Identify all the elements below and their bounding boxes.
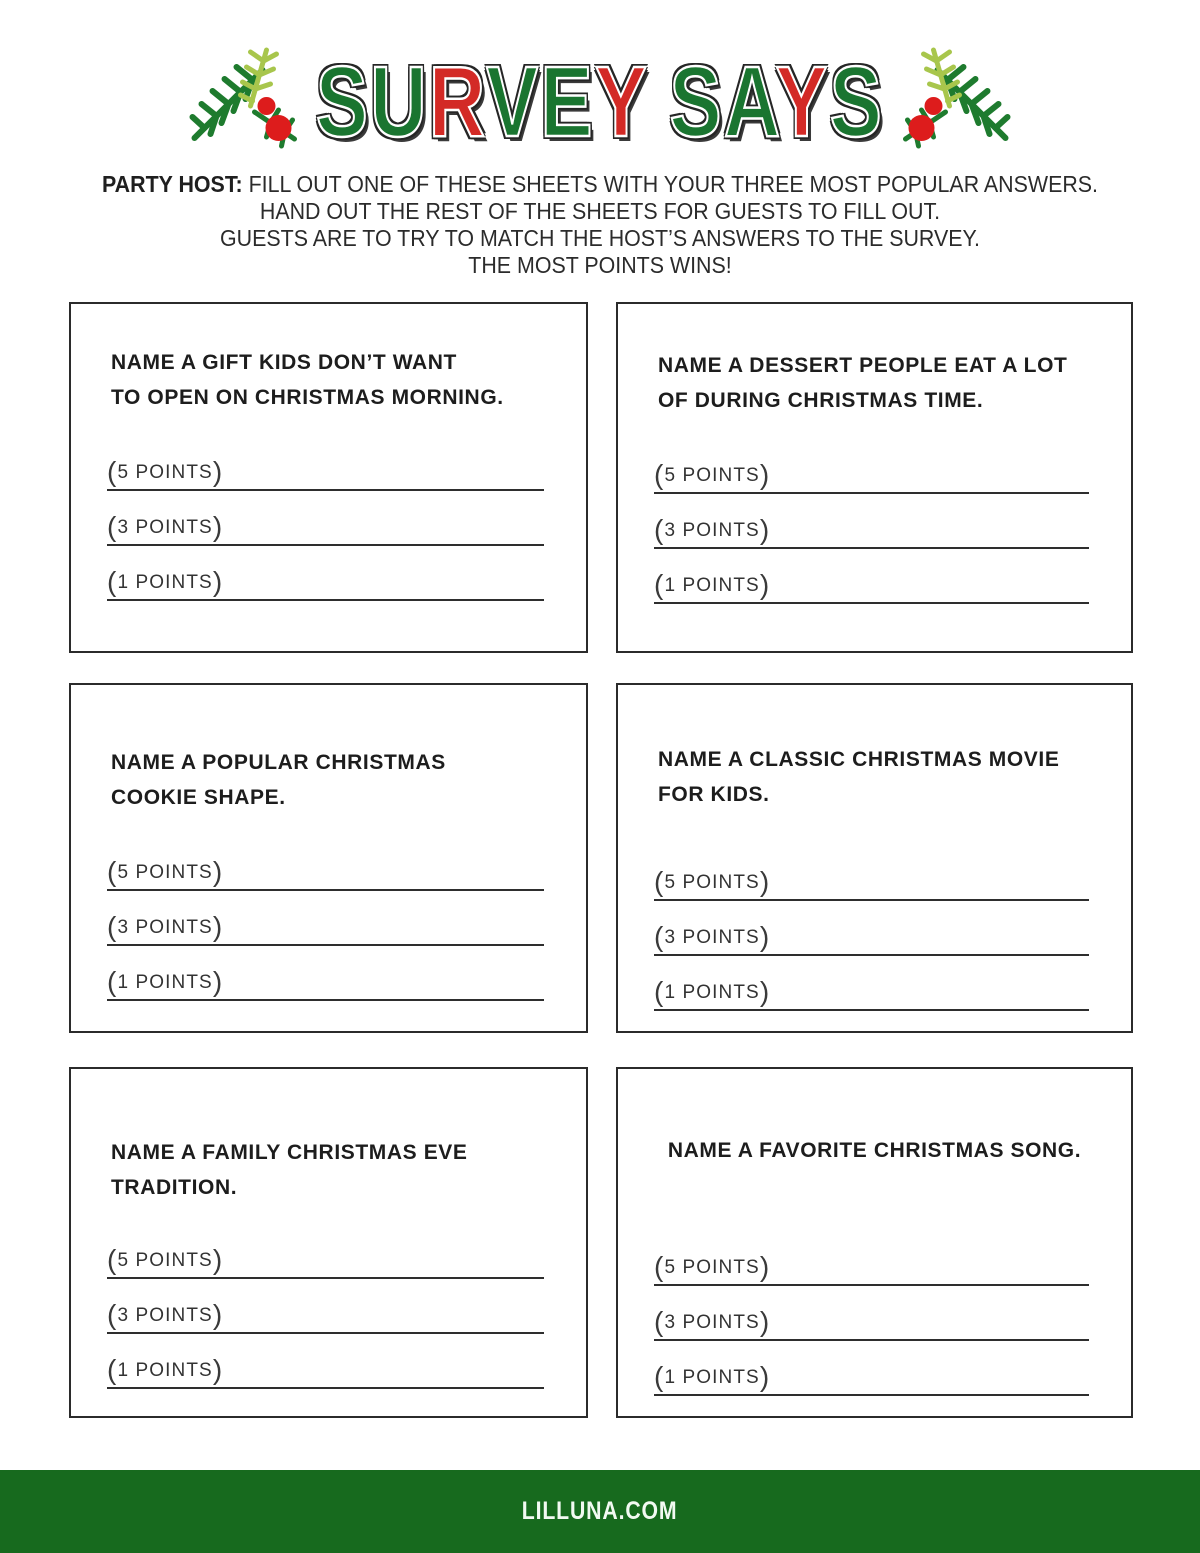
paren-open: ( bbox=[107, 1244, 118, 1275]
survey-card bbox=[616, 302, 1133, 653]
paren-open: ( bbox=[107, 511, 118, 542]
points-text: 1 POINTS bbox=[664, 982, 760, 1003]
site-label: LILLUNA.COM bbox=[522, 1497, 678, 1525]
paren-close: ) bbox=[759, 459, 771, 490]
points-text: 1 POINTS bbox=[664, 1367, 760, 1388]
title-letter: A bbox=[723, 46, 776, 158]
points-label bbox=[107, 455, 223, 489]
survey-card bbox=[69, 302, 588, 653]
paren-close: ) bbox=[212, 456, 224, 487]
survey-question bbox=[111, 745, 560, 815]
answer-slots bbox=[654, 439, 1089, 604]
paren-open: ( bbox=[654, 976, 665, 1007]
points-label bbox=[107, 1353, 223, 1387]
answer-slots bbox=[107, 1224, 544, 1389]
paren-open: ( bbox=[654, 1306, 665, 1337]
points-text: 5 POINTS bbox=[664, 872, 760, 893]
points-text: 5 POINTS bbox=[117, 862, 213, 883]
paren-open: ( bbox=[654, 569, 665, 600]
question-line: TRADITION. bbox=[111, 1176, 238, 1199]
paren-open: ( bbox=[107, 1354, 118, 1385]
answer-slot[interactable] bbox=[654, 549, 1089, 604]
title-letter: R bbox=[428, 46, 487, 158]
points-text: 1 POINTS bbox=[117, 972, 213, 993]
answer-slot[interactable] bbox=[107, 1279, 544, 1334]
points-label bbox=[654, 975, 770, 1009]
points-label bbox=[107, 855, 223, 889]
points-label bbox=[654, 1360, 770, 1394]
points-text: 5 POINTS bbox=[664, 465, 760, 486]
answer-slot[interactable] bbox=[654, 846, 1089, 901]
points-text: 3 POINTS bbox=[664, 927, 760, 948]
title-letter bbox=[649, 52, 669, 152]
survey-question bbox=[632, 1133, 1117, 1168]
paren-open: ( bbox=[107, 856, 118, 887]
points-text: 3 POINTS bbox=[664, 520, 760, 541]
title-letter: Y bbox=[775, 46, 830, 158]
answer-slot[interactable] bbox=[107, 836, 544, 891]
question-line: NAME A FAMILY CHRISTMAS EVE bbox=[111, 1141, 468, 1164]
points-label bbox=[107, 910, 223, 944]
paren-close: ) bbox=[759, 1251, 771, 1282]
answer-slot[interactable] bbox=[107, 436, 544, 491]
paren-close: ) bbox=[212, 566, 224, 597]
paren-close: ) bbox=[759, 1361, 771, 1392]
answer-slot[interactable] bbox=[654, 1286, 1089, 1341]
points-text: 3 POINTS bbox=[117, 1305, 213, 1326]
instruction-line: THE MOST POINTS WINS! bbox=[468, 252, 732, 278]
points-text: 3 POINTS bbox=[117, 517, 213, 538]
question-line: NAME A POPULAR CHRISTMAS bbox=[111, 751, 446, 774]
paren-open: ( bbox=[654, 1361, 665, 1392]
answer-slot[interactable] bbox=[107, 1224, 544, 1279]
points-text: 1 POINTS bbox=[117, 1360, 213, 1381]
answer-slots bbox=[107, 836, 544, 1001]
paren-open: ( bbox=[107, 456, 118, 487]
answer-slot[interactable] bbox=[107, 546, 544, 601]
instruction-bold-label: PARTY HOST: bbox=[101, 171, 243, 197]
survey-card bbox=[616, 1067, 1133, 1418]
title-letter: U bbox=[370, 46, 429, 158]
answer-slot[interactable] bbox=[107, 891, 544, 946]
paren-close: ) bbox=[212, 511, 224, 542]
paren-close: ) bbox=[212, 911, 224, 942]
question-line: TO OPEN ON CHRISTMAS MORNING. bbox=[111, 386, 504, 409]
answer-slot[interactable] bbox=[107, 1334, 544, 1389]
survey-question bbox=[111, 345, 560, 415]
paren-open: ( bbox=[107, 566, 118, 597]
paren-close: ) bbox=[759, 514, 771, 545]
answer-slot[interactable] bbox=[654, 1341, 1089, 1396]
question-line: FOR KIDS. bbox=[658, 783, 770, 806]
answer-slot[interactable] bbox=[107, 491, 544, 546]
holly-pine-sprig-icon bbox=[898, 44, 1014, 156]
question-line: NAME A DESSERT PEOPLE EAT A LOT bbox=[658, 354, 1068, 377]
points-label bbox=[654, 1250, 770, 1284]
points-label bbox=[654, 920, 770, 954]
title-letter: V bbox=[486, 46, 541, 158]
answer-slot[interactable] bbox=[654, 1231, 1089, 1286]
title-letter: S bbox=[669, 46, 724, 158]
points-label bbox=[107, 965, 223, 999]
paren-open: ( bbox=[654, 921, 665, 952]
points-label bbox=[654, 1305, 770, 1339]
instruction-line: PARTY HOST: FILL OUT ONE OF THESE SHEETS WITH YOUR THREE MOST POPULAR ANSWERS. bbox=[101, 171, 1099, 197]
paren-close: ) bbox=[212, 1244, 224, 1275]
title-letter: S bbox=[829, 46, 885, 158]
paren-close: ) bbox=[212, 1299, 224, 1330]
survey-card bbox=[69, 1067, 588, 1418]
answer-slots bbox=[654, 846, 1089, 1011]
points-label bbox=[654, 458, 770, 492]
paren-close: ) bbox=[759, 866, 771, 897]
question-line: COOKIE SHAPE. bbox=[111, 786, 286, 809]
answer-slot[interactable] bbox=[654, 901, 1089, 956]
points-text: 3 POINTS bbox=[664, 1312, 760, 1333]
answer-slot[interactable] bbox=[654, 956, 1089, 1011]
paren-close: ) bbox=[759, 569, 771, 600]
instructions bbox=[42, 171, 1158, 279]
points-label bbox=[654, 513, 770, 547]
survey-question bbox=[658, 742, 1105, 812]
points-text: 5 POINTS bbox=[664, 1257, 760, 1278]
footer bbox=[0, 1470, 1200, 1553]
title-letter: S bbox=[315, 46, 371, 158]
paren-close: ) bbox=[212, 966, 224, 997]
paren-close: ) bbox=[212, 856, 224, 887]
answer-slot[interactable] bbox=[654, 439, 1089, 494]
question-line: NAME A FAVORITE CHRISTMAS SONG. bbox=[667, 1139, 1082, 1162]
question-line: NAME A GIFT KIDS DON’T WANT bbox=[111, 351, 457, 374]
points-label bbox=[107, 1243, 223, 1277]
points-label bbox=[654, 568, 770, 602]
points-label bbox=[654, 865, 770, 899]
paren-open: ( bbox=[107, 911, 118, 942]
points-label bbox=[107, 510, 223, 544]
paren-open: ( bbox=[107, 1299, 118, 1330]
points-label bbox=[107, 1298, 223, 1332]
answer-slots bbox=[107, 436, 544, 601]
points-text: 5 POINTS bbox=[117, 1250, 213, 1271]
survey-card bbox=[616, 683, 1133, 1033]
points-text: 5 POINTS bbox=[117, 462, 213, 483]
paren-close: ) bbox=[759, 1306, 771, 1337]
answer-slot[interactable] bbox=[107, 946, 544, 1001]
paren-open: ( bbox=[654, 459, 665, 490]
survey-question bbox=[111, 1135, 560, 1205]
question-line: OF DURING CHRISTMAS TIME. bbox=[658, 389, 984, 412]
paren-close: ) bbox=[759, 976, 771, 1007]
answer-slot[interactable] bbox=[654, 494, 1089, 549]
instruction-line: HAND OUT THE REST OF THE SHEETS FOR GUESTS TO FILL OUT. bbox=[259, 198, 941, 224]
paren-open: ( bbox=[107, 966, 118, 997]
paren-open: ( bbox=[654, 866, 665, 897]
title-letter: Y bbox=[594, 46, 650, 158]
points-label bbox=[107, 565, 223, 599]
paren-close: ) bbox=[759, 921, 771, 952]
points-text: 1 POINTS bbox=[117, 572, 213, 593]
survey-card bbox=[69, 683, 588, 1033]
title-letter: E bbox=[540, 46, 595, 158]
points-text: 3 POINTS bbox=[117, 917, 213, 938]
paren-open: ( bbox=[654, 1251, 665, 1282]
points-text: 1 POINTS bbox=[664, 575, 760, 596]
paren-open: ( bbox=[654, 514, 665, 545]
instruction-line: GUESTS ARE TO TRY TO MATCH THE HOST’S ANSWERS TO THE SURVEY. bbox=[220, 225, 980, 251]
answer-slots bbox=[654, 1231, 1089, 1396]
paren-close: ) bbox=[212, 1354, 224, 1385]
question-line: NAME A CLASSIC CHRISTMAS MOVIE bbox=[658, 748, 1060, 771]
survey-question bbox=[658, 348, 1105, 418]
